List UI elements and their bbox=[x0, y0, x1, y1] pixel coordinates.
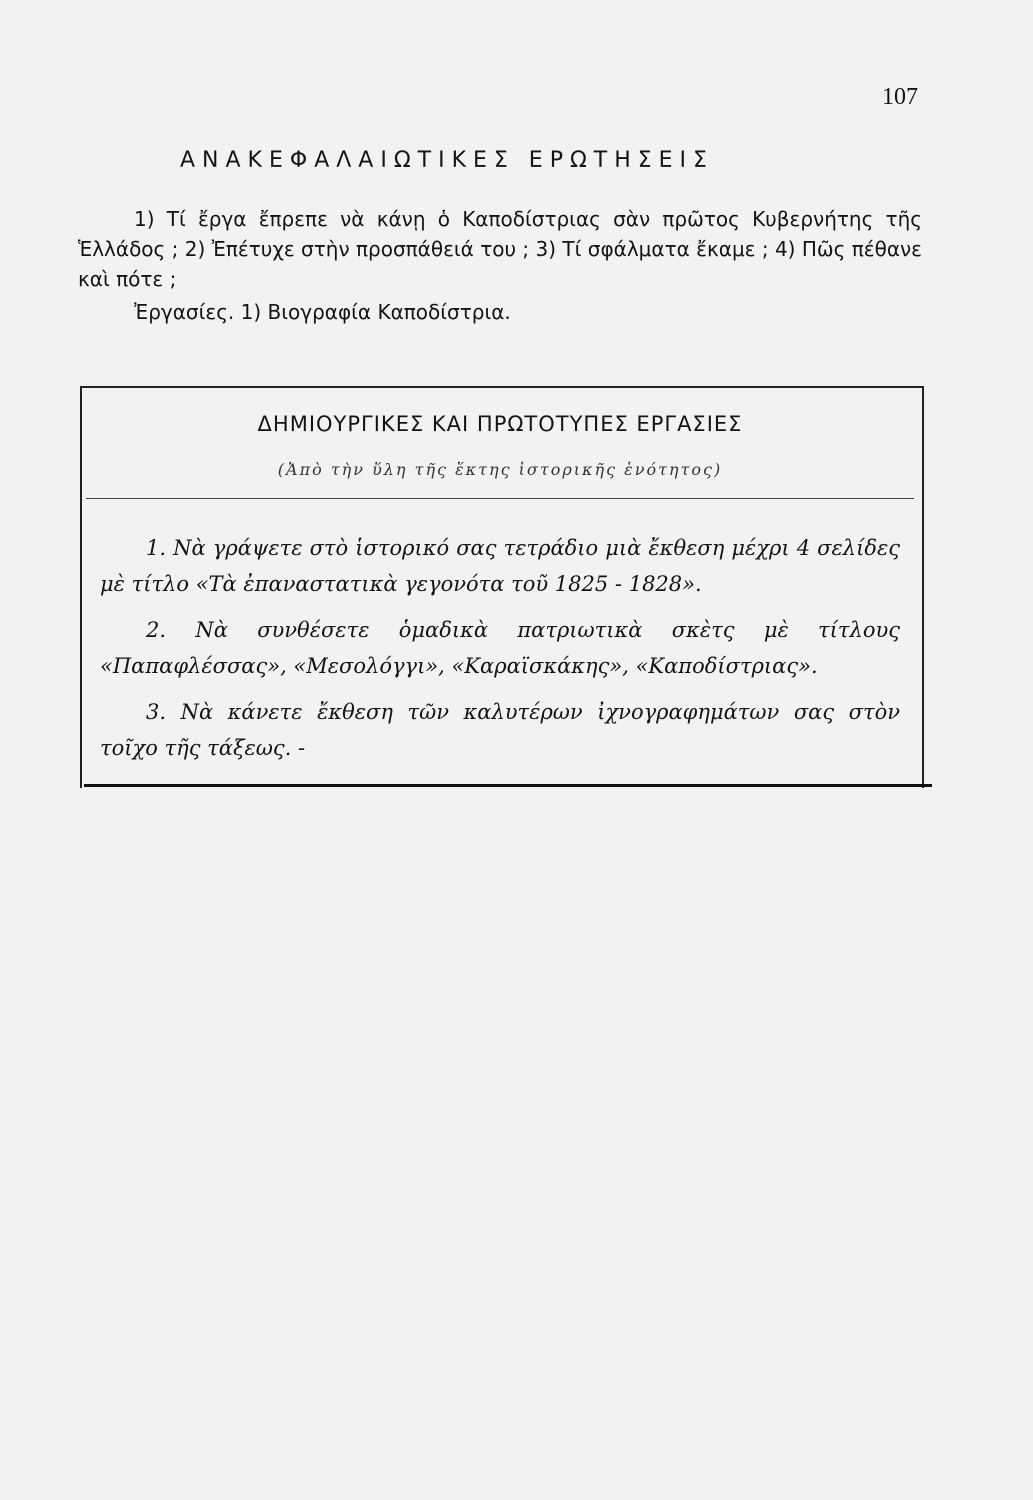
review-questions: 1) Τί ἔργα ἔπρεπε νὰ κάνῃ ὁ Καποδίστριας σὰν πρῶτος Κυβερνήτης τῆς Ἑλλάδος ; 2) Ἐπέτυχε στὴν προσπάθειά του ; 3) Τί σφάλματα ἔκαμε ; 4) Πῶς πέθανε καὶ πότε ; bbox=[78, 207, 922, 291]
task-item-1: 1. Νὰ γράψετε στὸ ἱστορικό σας τετράδιο μιὰ ἔκθεση μέχρι 4 σελίδες μὲ τίτλο «Τὰ ἐπαναστατικὰ γεγονότα τοῦ 1825 - 1828». bbox=[100, 536, 900, 596]
task-item-3: 3. Νὰ κάνετε ἔκθεση τῶν καλυτέρων ἰχνογραφημάτων σας στὸν τοῖχο τῆς τάξεως. - bbox=[100, 700, 900, 760]
task-list bbox=[100, 530, 900, 776]
task-item-2: 2. Νὰ συνθέσετε ὁμαδικὰ πατριωτικὰ σκὲτς μὲ τίτλους «Παπαφλέσσας», «Μεσολόγγι», «Καραϊσκάκης», «Καποδίστριας». bbox=[100, 618, 900, 678]
box-divider bbox=[86, 498, 914, 499]
assignments-line: Ἐργασίες. 1) Βιογραφία Καποδίστρια. bbox=[134, 300, 511, 324]
page-number: 107 bbox=[882, 84, 918, 110]
box-bottom-rule bbox=[84, 784, 932, 787]
section-heading: ΑΝΑΚΕΦΑΛΑΙΩΤΙΚΕΣ ΕΡΩΤΗΣΕΙΣ bbox=[180, 148, 714, 173]
box-subtitle: (Ἀπὸ τὴν ὕλη τῆς ἕκτης ἱστορικῆς ἑνότητος) bbox=[277, 460, 723, 479]
box-title: ΔΗΜΙΟΥΡΓΙΚΕΣ ΚΑΙ ΠΡΩΤΟΤΥΠΕΣ ΕΡΓΑΣΙΕΣ bbox=[257, 412, 743, 436]
